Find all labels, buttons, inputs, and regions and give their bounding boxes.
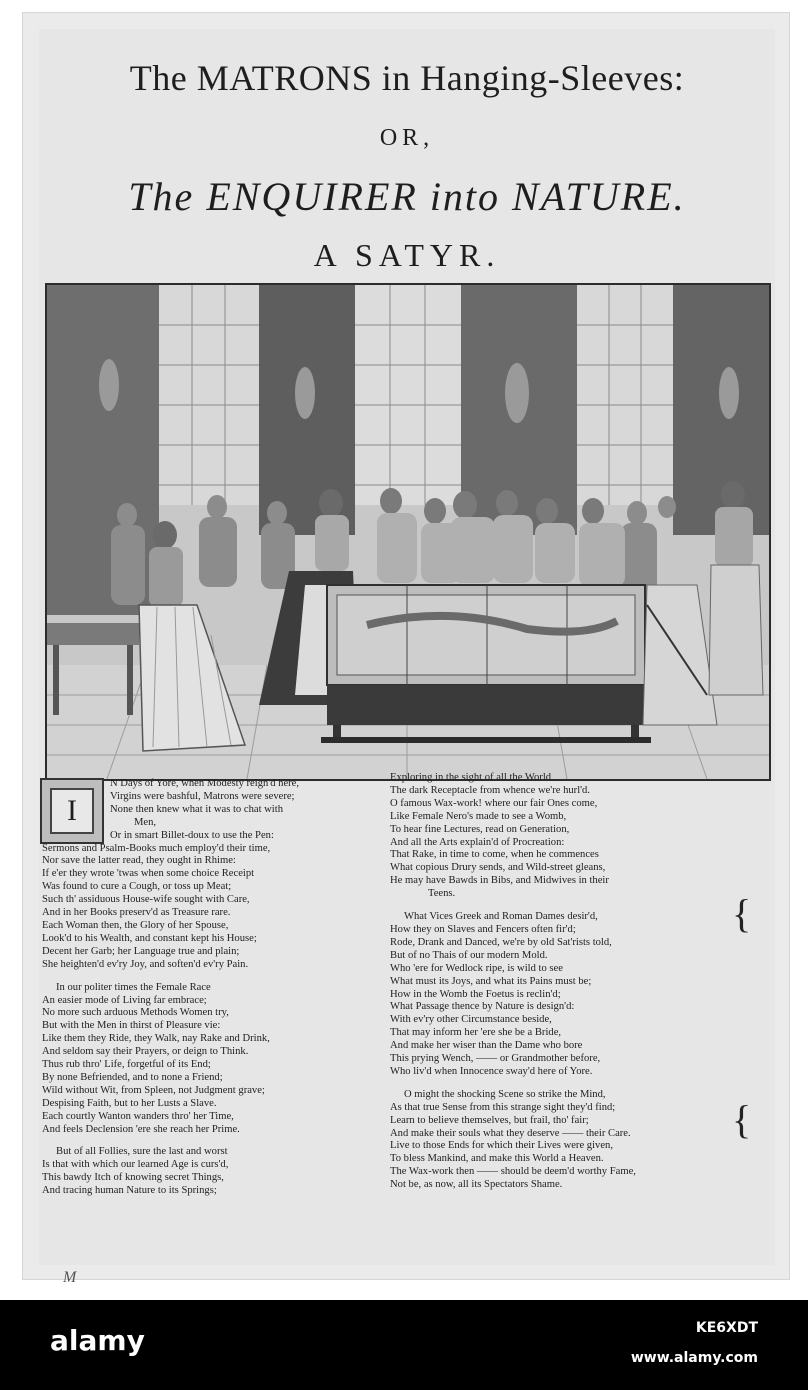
- verse-column-right: [390, 772, 736, 1192]
- verse-line: Or in smart Billet-doux to use the Pen:: [110, 829, 274, 841]
- verse-line: This prying Wench, —— or Grandmother before,: [390, 1053, 601, 1065]
- verse-line: And tracing human Nature to its Springs;: [42, 1185, 217, 1197]
- verse-line: Who liv'd when Innocence sway'd here of Yore.: [390, 1065, 593, 1077]
- title-line-1: The MATRONS in Hanging-Sleeves:: [129, 58, 685, 98]
- stanza-gap: [390, 1079, 736, 1089]
- sheet-mark: M: [63, 1269, 77, 1286]
- verse-line: But of all Follies, sure the last and worst: [56, 1146, 228, 1158]
- verse-line: Each courtly Wanton wanders thro' her Time,: [42, 1110, 234, 1122]
- verse-line: Exploring in the sight of all the World: [390, 772, 552, 783]
- verse-line: How they on Slaves and Fencers often fir'd;: [390, 923, 576, 935]
- verse-line: If e'er they wrote 'twas when some choice Receipt: [42, 868, 255, 880]
- stanza-gap: [390, 901, 736, 911]
- verse-line: Men,: [134, 816, 157, 828]
- verse-line: He may have Bawds in Bibs, and Midwives in their: [390, 875, 609, 887]
- verse-column-left: [42, 778, 388, 1198]
- verse-line: How in the Womb the Foetus is reclin'd;: [390, 988, 561, 1000]
- verse-line: Who 'ere for Wedlock ripe, is wild to see: [390, 962, 563, 974]
- verse-line: Was found to cure a Cough, or toss up Meat;: [42, 881, 232, 893]
- verse-line: Sermons and Psalm-Books much employ'd their time,: [42, 842, 271, 854]
- site-url: www.alamy.com: [630, 1350, 758, 1366]
- verse-line: And in her Books preserv'd as Treasure rare.: [42, 907, 231, 919]
- verse-line: No more such arduous Methods Women try,: [42, 1007, 229, 1019]
- verse-line: This bawdy Itch of knowing secret Things,: [42, 1172, 224, 1184]
- verse-line: But with the Men in thirst of Pleasure vie:: [42, 1020, 221, 1032]
- verse-line: What Passage thence by Nature is design'd:: [390, 1001, 575, 1013]
- engraving-illustration: [45, 283, 771, 781]
- verse-line: Despising Faith, but to her Lusts a Slave.: [42, 1097, 217, 1109]
- verse-line: Thus rub thro' Life, forgetful of its End;: [42, 1059, 211, 1071]
- verse-line: By none Befriended, and to none a Friend;: [42, 1071, 223, 1083]
- brace-mark-lower: {: [732, 1097, 752, 1142]
- stanza-gap: [42, 1136, 388, 1146]
- verse-line: In our politer times the Female Race: [56, 981, 211, 993]
- verse-line: Not be, as now, all its Spectators Shame.: [390, 1179, 563, 1191]
- verse-line: Look'd to his Wealth, and constant kept his House;: [42, 932, 257, 944]
- stanza-gap: [42, 972, 388, 982]
- verse-line: Virgins were bashful, Matrons were severe;: [110, 790, 295, 802]
- verse-line: To bless Mankind, and make this World a Heaven.: [390, 1153, 604, 1165]
- verse-line: What copious Drury sends, and Wild-street gleans,: [390, 862, 606, 874]
- verse-line: And make her wiser than the Dame who bore: [390, 1040, 583, 1052]
- verse-line: And feels Declension 'ere she reach her Prime.: [42, 1123, 240, 1135]
- verse-line: Wild without Wit, from Spleen, not Judgment grave;: [42, 1084, 265, 1096]
- verse-line: That Rake, in time to come, when he commences: [390, 849, 599, 861]
- verse-line: O might the shocking Scene so strike the Mind,: [404, 1088, 606, 1100]
- verse-line: An easier mode of Living far embrace;: [42, 994, 207, 1006]
- verse-line: Such th' assiduous House-wife sought with Care,: [42, 894, 250, 906]
- verse-line: That may inform her 'ere she be a Bride,: [390, 1027, 562, 1039]
- verse-line: Decent her Garb; her Language true and plain;: [42, 945, 240, 957]
- verse-line: She heighten'd ev'ry Joy, and soften'd ev'ry Pain.: [42, 958, 249, 970]
- verse-line: N Days of Yore, when Modesty reign'd here,: [110, 778, 300, 789]
- drop-cap-letter: I: [50, 788, 94, 834]
- verse-line: Teens.: [428, 888, 456, 900]
- title-line-4: A SATYR.: [313, 237, 501, 273]
- verse-line: Live to those Ends for which their Lives were given,: [390, 1140, 613, 1152]
- verse-line: To hear fine Lectures, read on Generation,: [390, 823, 570, 835]
- verse-line: What Vices Greek and Roman Dames desir'd,: [404, 911, 598, 923]
- brace-mark-upper: {: [732, 891, 752, 936]
- verse-line: None then knew what it was to chat with: [110, 803, 283, 815]
- verse-line: Like Female Nero's made to see a Womb,: [390, 810, 567, 822]
- verse-line: But of no Thais of our modern Mold.: [390, 949, 548, 961]
- image-id: KE6XDT: [695, 1320, 758, 1336]
- verse-line: Is that with which our learned Age is curs'd,: [42, 1159, 229, 1171]
- title-line-2: OR,: [379, 125, 435, 151]
- verse-line: Rode, Drank and Danced, we're by old Sat'rists told,: [390, 936, 612, 948]
- verse-line: The Wax-work then —— should be deem'd worthy Fame,: [390, 1166, 636, 1178]
- verse-line: As that true Sense from this strange sight they'd find;: [390, 1101, 616, 1113]
- verse-line: And all the Arts explain'd of Procreation:: [390, 836, 565, 848]
- verse-line: And make their souls what they deserve —— their Care.: [390, 1127, 631, 1139]
- title-line-3: The ENQUIRER into NATURE.: [128, 174, 686, 219]
- verse-line: The dark Receptacle from whence we're hurl'd.: [390, 784, 590, 796]
- verse-line: Like them they Ride, they Walk, nay Rake and Drink,: [42, 1033, 270, 1045]
- verse-line: O famous Wax-work! where our fair Ones come,: [390, 797, 598, 809]
- verse-line: Each Woman then, the Glory of her Spouse,: [42, 919, 229, 931]
- watermark-footer: [0, 1300, 808, 1390]
- alamy-logo: alamy: [50, 1324, 145, 1357]
- verse-line: With ev'ry other Circumstance beside,: [390, 1014, 552, 1026]
- verse-line: And seldom say their Prayers, or deign to Think.: [42, 1046, 249, 1058]
- verse-line: Nor save the latter read, they ought in Rhime:: [42, 855, 236, 867]
- verse-line: Learn to believe themselves, but frail, tho' fair;: [390, 1114, 589, 1126]
- verse-line: What must its Joys, and what its Pains must be;: [390, 975, 592, 987]
